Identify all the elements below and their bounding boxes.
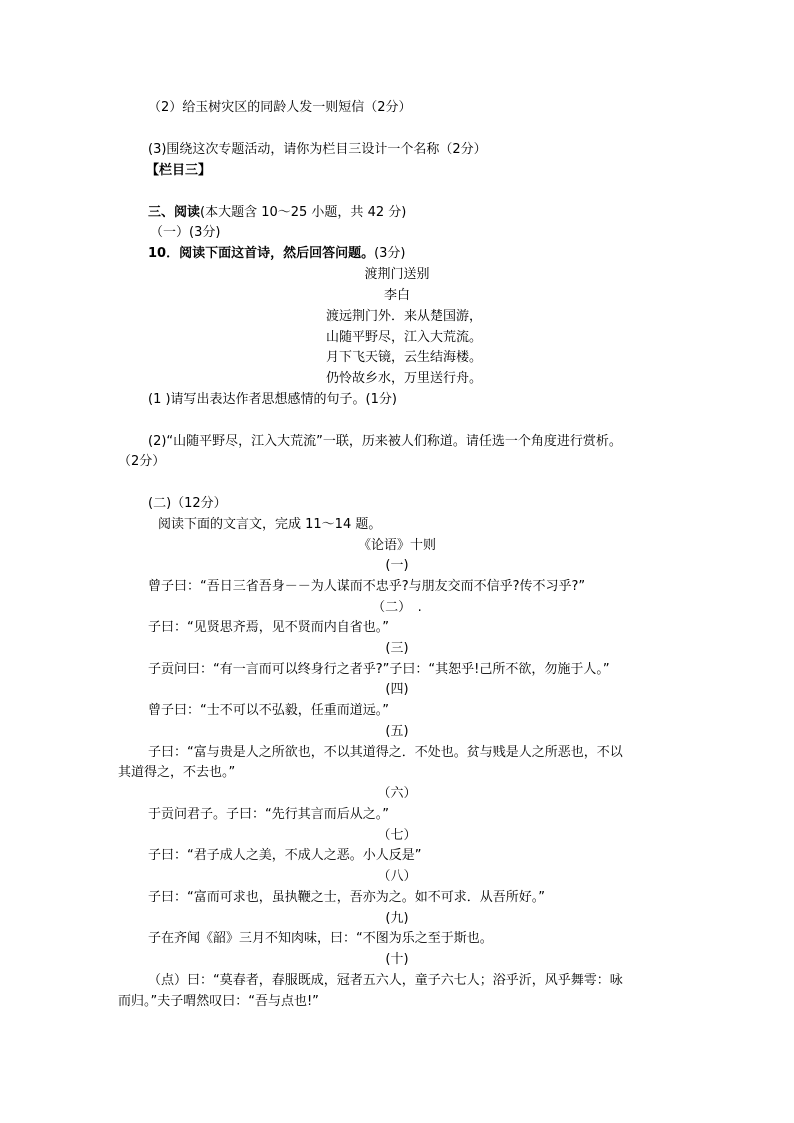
analects-number: (九) xyxy=(385,911,409,926)
column3-heading: 【栏目三】 xyxy=(146,163,212,178)
poem-line: 山随平野尽，江入大荒流。 xyxy=(326,330,483,345)
q2-sub2: （2）给玉树灾区的同龄人发一则短信（2分） xyxy=(148,100,412,115)
question-10 xyxy=(148,244,406,264)
analects-number: （八） xyxy=(377,869,417,884)
analects-passage: 曾子曰：“士不可以不弘毅，任重而道远。” xyxy=(148,703,389,718)
part2-heading: (二)（12分） xyxy=(148,496,227,511)
analects-title: 《论语》十则 xyxy=(357,538,436,553)
analects-passage: 子在齐闻《韶》三月不知肉味，曰：“不图为乐之至于斯也。 xyxy=(148,931,493,946)
poem-author: 李白 xyxy=(383,288,410,303)
section3-heading xyxy=(148,203,406,223)
analects-passage: 于贡问君子。子曰：“先行其言而后从之。” xyxy=(148,807,389,822)
analects-number: (三) xyxy=(385,641,409,656)
analects-number: (四) xyxy=(385,682,409,697)
part2-instruction: 阅读下面的文言文，完成 11～14 题。 xyxy=(158,517,382,532)
q2-sub3: (3)围绕这次专题活动，请你为栏目三设计一个名称（2分） xyxy=(148,142,487,157)
analects-number: （六） xyxy=(377,786,417,801)
poem-line: 月下飞天镜，云生结海楼。 xyxy=(326,350,483,365)
question-10-score: (3分) xyxy=(374,246,406,261)
section3-title: 三、阅读 xyxy=(148,205,201,220)
analects-passage: 曾子曰：“吾日三省吾身－－为人谋而不忠乎?与朋友交而不信乎?传不习乎?” xyxy=(148,579,586,594)
analects-passage: 子曰：“君子成人之美，不成人之恶。小人反是” xyxy=(148,848,422,863)
analects-number: (十) xyxy=(385,952,409,967)
poem-title: 渡荆门送别 xyxy=(364,267,430,282)
analects-number: （二） . xyxy=(372,600,422,615)
analects-passage: （点）曰：“莫春者，春服既成，冠者五六人，童子六七人；浴乎沂，风乎舞雩：咏 xyxy=(148,973,623,988)
analects-passage: 子贡问曰：“有一言而可以终身行之者乎?”子曰：“其恕乎!己所不欲，勿施于人。” xyxy=(148,662,610,677)
question-10-sub1: (1 )请写出表达作者思想感情的句子。(1分) xyxy=(148,392,397,407)
analects-number: （七） xyxy=(377,828,417,843)
analects-number: (五) xyxy=(385,724,409,739)
analects-passage-continued: 其道得之，不去也。” xyxy=(118,765,236,780)
part1-heading: （一）(3分) xyxy=(150,225,221,240)
poem-line: 渡远荆门外．来从楚国游， xyxy=(326,309,483,324)
analects-passage: 子曰：“见贤思齐焉，见不贤而内自省也。” xyxy=(148,620,389,635)
analects-number: (一) xyxy=(385,558,409,573)
question-10-sub2: (2)“山随平野尽，江入大荒流”一联，历来被人们称道。请任选一个角度进行赏析。 xyxy=(148,434,622,449)
analects-passage: 子曰：“富与贵是人之所欲也，不以其道得之．不处也。贫与贱是人之所恶也，不以 xyxy=(148,745,623,760)
question-10-sub2-score: （2分） xyxy=(118,454,166,469)
question-10-prompt: 10．阅读下面这首诗，然后回答问题。 xyxy=(148,246,375,261)
section3-note: (本大题含 10～25 小题，共 42 分) xyxy=(200,205,407,220)
analects-passage-continued: 而归。”夫子喟然叹曰：“吾与点也!” xyxy=(118,994,319,1009)
poem-line: 仍怜故乡水，万里送行舟。 xyxy=(326,371,483,386)
analects-passage: 子曰：“富而可求也，虽执鞭之士，吾亦为之。如不可求．从吾所好。” xyxy=(148,890,545,905)
